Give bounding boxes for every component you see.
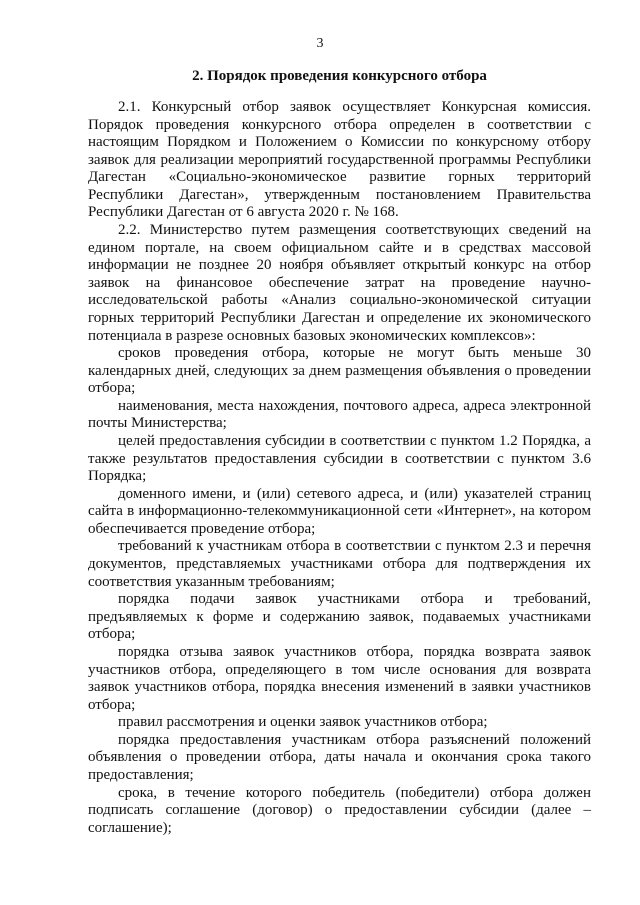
- list-item: срока, в течение которого победитель (победители) отбора должен подписать соглашение (договор) о предоставлении субсидии (далее – соглашение);: [88, 784, 591, 836]
- paragraph-2-2: 2.2. Министерство путем размещения соответствующих сведений на едином портале, на своем официальном сайте и в средствах массовой информации не позднее 20 ноября объявляет открытый конкурс на отбор заявок на финансовое обеспечение затрат на проведение научно-исследовательской работы «Анализ социально-экономической ситуации горных территорий Республики Дагестан и определение их экономического потенциала в разрезе основных базовых экономических комплексов»:: [88, 222, 591, 344]
- list-item: правил рассмотрения и оценки заявок участников отбора;: [118, 714, 488, 731]
- list-item: целей предоставления субсидии в соответствии с пунктом 1.2 Порядка, а также результатов предоставления субсидии в соответствии с пунктом 3.6 Порядка;: [88, 432, 591, 485]
- list-item: сроков проведения отбора, которые не могут быть меньше 30 календарных дней, следующих за днем размещения объявления о проведении отбора;: [88, 345, 591, 397]
- list-item: наименования, места нахождения, почтового адреса, адреса электронной почты Министерства;: [88, 397, 591, 432]
- list-item: доменного имени, и (или) сетевого адреса, и (или) указателей страниц сайта в информационно-телекоммуникационной сети «Интернет», на котором обеспечивается проведение отбора;: [88, 485, 591, 537]
- body-text: [88, 99, 591, 837]
- list-item: требований к участникам отбора в соответствии с пунктом 2.3 и перечня документов, представляемых участниками отбора для подтверждения их соответствия указанным требованиям;: [88, 538, 591, 590]
- page-number: 3: [316, 36, 324, 51]
- paragraph-2-1: 2.1. Конкурсный отбор заявок осуществляет Конкурсная комиссия. Порядок проведения конкурсного отбора определен в соответствии с настоящим Порядком и Положением о Комиссии по конкурсному отбору заявок для реализации мероприятий государственной программы Республики Дагестан «Социально-экономическое развитие горных территорий Республики Дагестан», утвержденным постановлением Правительства Республики Дагестан от 6 августа 2020 г. № 168.: [88, 99, 591, 221]
- list-item: порядка отзыва заявок участников отбора, порядка возврата заявок участников отбора, определяющего в том числе основания для возврата заявок участников отбора, порядка внесения изменений в заявки участников отбора;: [88, 643, 591, 713]
- list-item: порядка подачи заявок участниками отбора и требований, предъявляемых к форме и содержанию заявок, подаваемых участниками отбора;: [88, 591, 591, 643]
- section-title: 2. Порядок проведения конкурсного отбора: [192, 68, 487, 84]
- list-item: порядка предоставления участникам отбора разъяснений положений объявления о проведении отбора, даты начала и окончания срока такого предоставления;: [88, 731, 591, 783]
